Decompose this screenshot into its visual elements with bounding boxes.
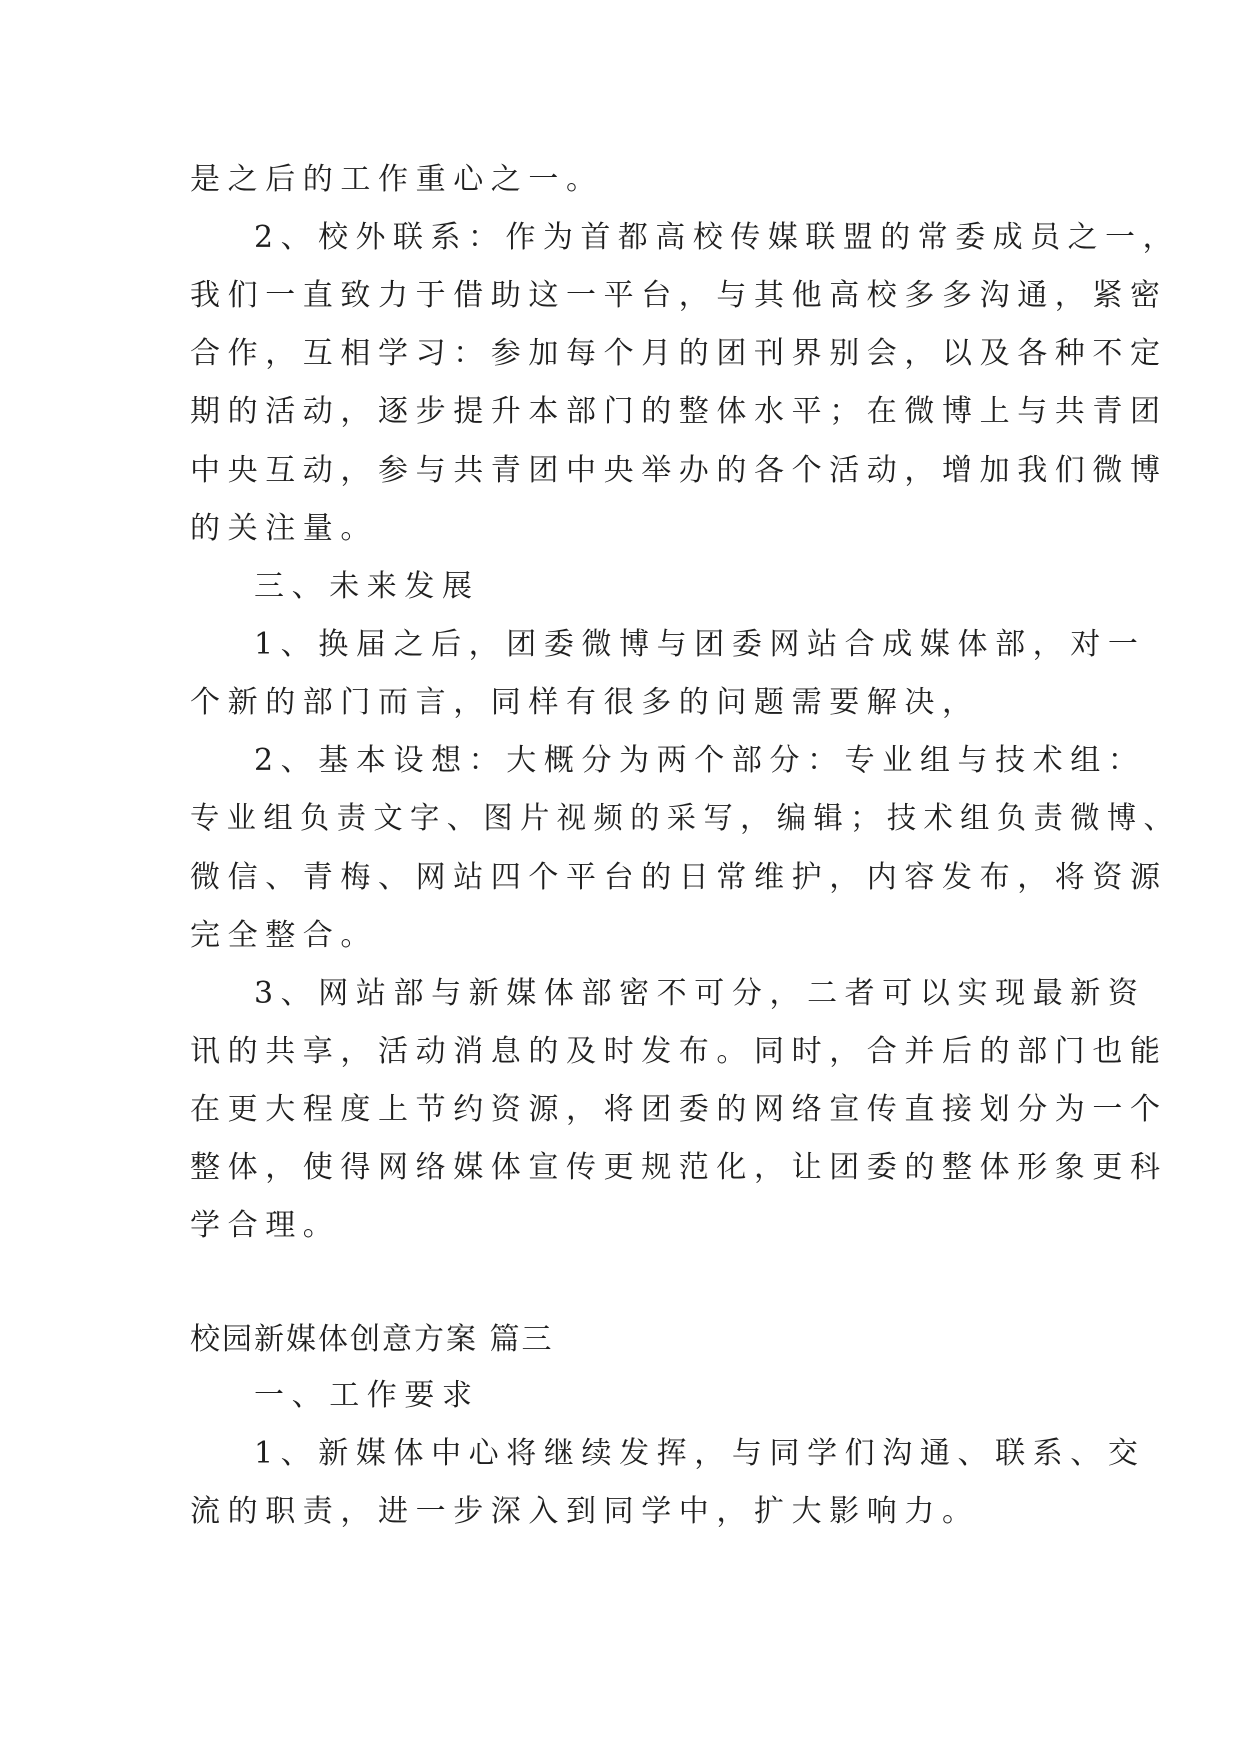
text-line: 合作，互相学习：参加每个月的团刊界别会，以及各种不定 bbox=[190, 336, 1168, 371]
text-line: 是之后的工作重心之一。 bbox=[190, 162, 604, 197]
text-line: 流的职责，进一步深入到同学中，扩大影响力。 bbox=[190, 1494, 980, 1529]
document-section-title: 校园新媒体创意方案 篇三 bbox=[190, 1322, 554, 1357]
text-line: 微信、青梅、网站四个平台的日常维护，内容发布，将资源 bbox=[190, 860, 1168, 895]
text-line: 整体，使得网络媒体宣传更规范化，让团委的整体形象更科 bbox=[190, 1150, 1168, 1185]
text-line: 的关注量。 bbox=[190, 511, 378, 546]
text-line: 2、校外联系：作为首都高校传媒联盟的常委成员之一， bbox=[254, 220, 1181, 255]
text-line: 个新的部门而言，同样有很多的问题需要解决， bbox=[190, 685, 980, 720]
text-line: 中央互动，参与共青团中央举办的各个活动，增加我们微博 bbox=[190, 453, 1168, 488]
text-line: 讯的共享，活动消息的及时发布。同时，合并后的部门也能 bbox=[190, 1034, 1168, 1069]
text-line: 1、换届之后，团委微博与团委网站合成媒体部，对一 bbox=[254, 627, 1146, 662]
text-line: 我们一直致力于借助这一平台，与其他高校多多沟通，紧密 bbox=[190, 278, 1168, 313]
text-line: 学合理。 bbox=[190, 1208, 341, 1243]
text-line: 2、基本设想：大概分为两个部分：专业组与技术组： bbox=[254, 743, 1146, 778]
text-line: 完全整合。 bbox=[190, 918, 378, 953]
text-line: 期的活动，逐步提升本部门的整体水平；在微博上与共青团 bbox=[190, 394, 1168, 429]
text-line: 3、网站部与新媒体部密不可分，二者可以实现最新资 bbox=[254, 976, 1146, 1011]
text-line: 专业组负责文字、图片视频的采写，编辑；技术组负责微博、 bbox=[190, 801, 1181, 836]
section-heading: 一、工作要求 bbox=[254, 1378, 480, 1413]
text-line: 在更大程度上节约资源，将团委的网络宣传直接划分为一个 bbox=[190, 1092, 1168, 1127]
section-heading: 三、未来发展 bbox=[254, 569, 480, 604]
text-line: 1、新媒体中心将继续发挥，与同学们沟通、联系、交 bbox=[254, 1436, 1146, 1471]
